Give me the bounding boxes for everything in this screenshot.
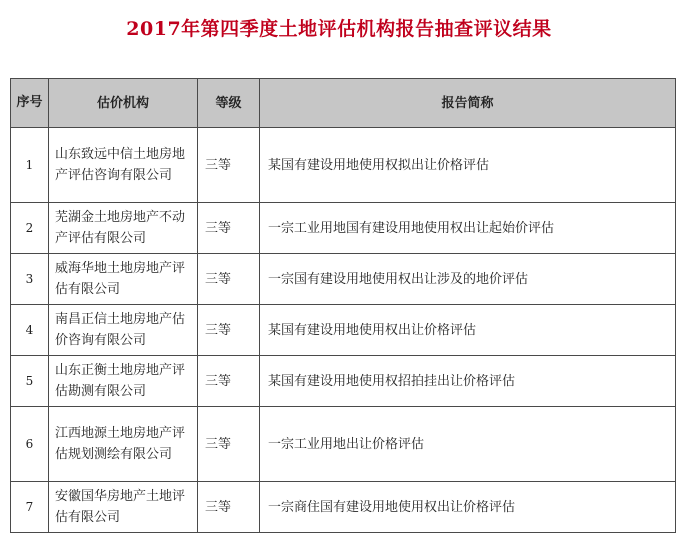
row-grade: 三等: [198, 203, 260, 254]
page-title: 2017年第四季度土地评估机构报告抽查评议结果: [126, 18, 552, 40]
row-no: 5: [11, 356, 49, 407]
row-no: 7: [11, 482, 49, 533]
row-grade: 三等: [198, 482, 260, 533]
row-report: 某国有建设用地使用权招拍挂出让价格评估: [260, 356, 676, 407]
row-report: 某国有建设用地使用权出让价格评估: [260, 305, 676, 356]
table-row: [11, 356, 676, 407]
header-grade: 等级: [198, 79, 260, 128]
row-report: 一宗工业用地国有建设用地使用权出让起始价评估: [260, 203, 676, 254]
row-report: 一宗工业用地出让价格评估: [260, 407, 676, 482]
row-grade: 三等: [198, 356, 260, 407]
table-header-row: [11, 79, 676, 128]
table-row: [11, 305, 676, 356]
row-no: 2: [11, 203, 49, 254]
row-report: 某国有建设用地使用权拟出让价格评估: [260, 128, 676, 203]
row-no: 1: [11, 128, 49, 203]
header-no: 序号: [11, 79, 49, 128]
row-grade: 三等: [198, 305, 260, 356]
table-row: [11, 254, 676, 305]
table-row: [11, 128, 676, 203]
table-row: [11, 203, 676, 254]
row-grade: 三等: [198, 254, 260, 305]
row-org: 江西地源土地房地产评估规划测绘有限公司: [49, 407, 198, 482]
row-org: 安徽国华房地产土地评估有限公司: [49, 482, 198, 533]
row-report: 一宗国有建设用地使用权出让涉及的地价评估: [260, 254, 676, 305]
results-table: [10, 78, 676, 533]
row-grade: 三等: [198, 128, 260, 203]
row-no: 3: [11, 254, 49, 305]
row-org: 威海华地土地房地产评估有限公司: [49, 254, 198, 305]
row-report: 一宗商住国有建设用地使用权出让价格评估: [260, 482, 676, 533]
row-grade: 三等: [198, 407, 260, 482]
row-no: 6: [11, 407, 49, 482]
table-row: [11, 407, 676, 482]
row-org: 芜湖金土地房地产不动产评估有限公司: [49, 203, 198, 254]
table-row: [11, 482, 676, 533]
row-org: 山东致远中信土地房地产评估咨询有限公司: [49, 128, 198, 203]
header-report: 报告简称: [260, 79, 676, 128]
row-org: 山东正衡土地房地产评估勘测有限公司: [49, 356, 198, 407]
header-org: 估价机构: [49, 79, 198, 128]
row-no: 4: [11, 305, 49, 356]
row-org: 南昌正信土地房地产估价咨询有限公司: [49, 305, 198, 356]
